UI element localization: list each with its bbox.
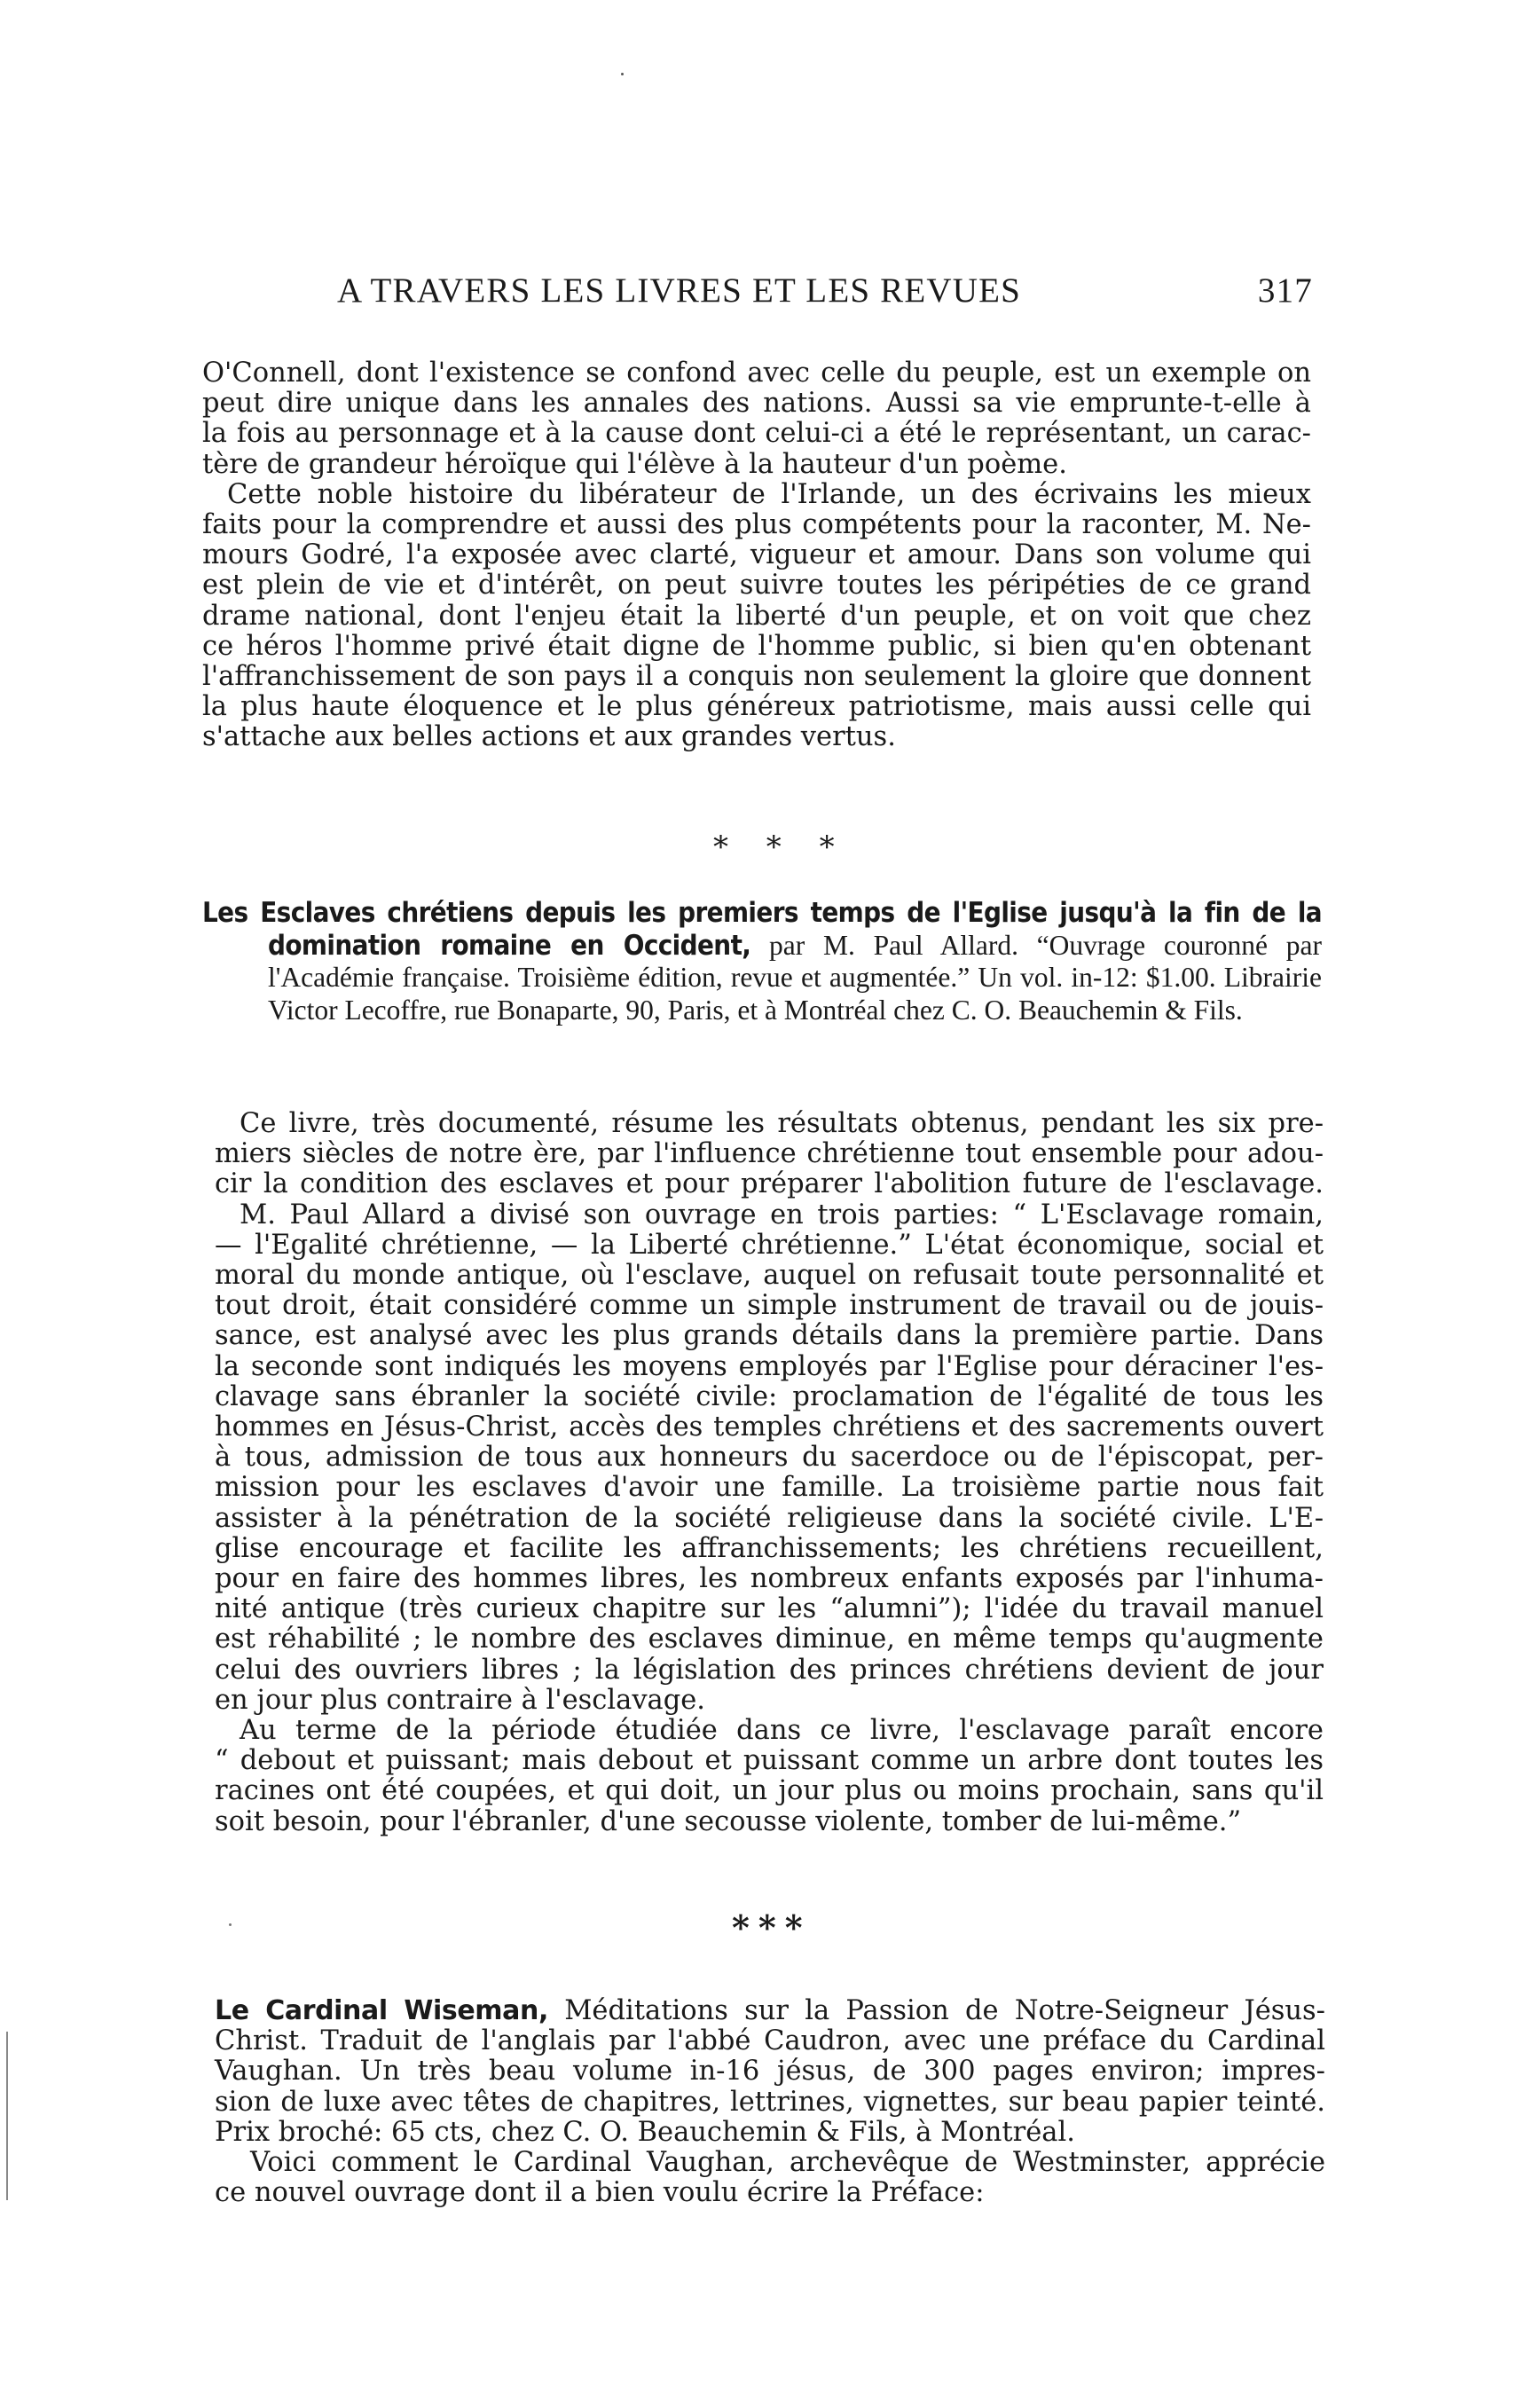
text-line: peut dire unique dans les annales des nations. Aussi sa vie emprunte-t-elle à	[202, 388, 1311, 420]
text-line: assister à la pénétration de la société religieuse dans la société civile. L'E-	[215, 1502, 1324, 1534]
section-separator: ***	[732, 1907, 812, 1947]
text-line: M. Paul Allard a divisé son ouvrage en trois parties: “ L'Esclavage romain,	[240, 1199, 1324, 1231]
text-line: la seconde sont indiqués les moyens employés par l'Eglise pour déraciner l'es-	[215, 1350, 1324, 1382]
text-line: Voici comment le Cardinal Vaughan, archevêque de Westminster, apprécie	[250, 2147, 1325, 2179]
text-line: faits pour la comprendre et aussi des plus compétents pour la raconter, M. Ne-	[202, 509, 1311, 541]
book-entry-wiseman	[215, 1996, 1325, 2208]
book-title: Les Esclaves chrétiens depuis les premiers temps de l'Eglise jusqu'à la fin de la domination romaine en Occident,	[202, 897, 1322, 962]
text-line: Cette noble histoire du libérateur de l'Irlande, un des écrivains les mieux	[227, 478, 1311, 510]
book-entry-esclaves	[202, 897, 1322, 1026]
text-line: drame national, dont l'enjeu était la liberté d'un peuple, et on voit que chez	[202, 600, 1311, 632]
text-line: Vaughan. Un très beau volume in-16 jésus, de 300 pages environ; impres-	[215, 2056, 1325, 2088]
text-line: nité antique (très curieux chapitre sur les “alumni”); l'idée du travail manuel	[215, 1593, 1324, 1625]
text-line: en jour plus contraire à l'esclavage.	[215, 1684, 706, 1716]
page-number: 317	[1257, 271, 1313, 310]
text-line: celui des ouvriers libres ; la législation des princes chrétiens devient de jour	[215, 1654, 1324, 1686]
text-line: est plein de vie et d'intérêt, on peut suivre toutes les péripéties de ce grand	[202, 570, 1311, 602]
book-citation-line	[215, 1996, 1325, 2026]
section-esclaves-review	[215, 1109, 1324, 1837]
text-line: mours Godré, l'a exposée avec clarté, vigueur et amour. Dans son volume qui	[202, 539, 1311, 571]
running-head-title: A TRAVERS LES LIVRES ET LES REVUES	[337, 271, 1022, 310]
text-line: est réhabilité ; le nombre des esclaves diminue, en même temps qu'augmente	[215, 1624, 1324, 1655]
text-line: s'attache aux belles actions et aux grandes vertus.	[202, 721, 896, 753]
text-line: O'Connell, dont l'existence se confond avec celle du peuple, est un exemple on	[202, 358, 1311, 389]
book-details: Méditations sur la Passion de Notre-Seigneur Jésus-	[547, 1995, 1325, 2026]
text-line: tout droit, était considéré comme un simple instrument de travail ou de jouis-	[215, 1290, 1324, 1322]
text-line: la plus haute éloquence et le plus généreux patriotisme, mais aussi celle qui	[202, 691, 1311, 723]
text-line: miers siècles de notre ère, par l'influence chrétienne tout ensemble pour adou-	[215, 1138, 1324, 1170]
text-line: la fois au personnage et à la cause dont celui-ci a été le représentant, un carac-	[202, 418, 1311, 450]
section-separator: * * *	[713, 830, 849, 865]
ink-speck	[621, 73, 624, 75]
text-line: mission pour les esclaves d'avoir une famille. La troisième partie nous fait	[215, 1472, 1324, 1504]
text-line: à tous, admission de tous aux honneurs du sacerdoce ou de l'épiscopat, per-	[215, 1442, 1324, 1474]
text-line: Prix broché: 65 cts, chez C. O. Beauchemin & Fils, à Montréal.	[215, 2116, 1075, 2148]
running-head	[337, 271, 1313, 317]
text-line: sion de luxe avec têtes de chapitres, lettrines, vignettes, sur beau papier teinté.	[215, 2086, 1325, 2118]
text-line: tère de grandeur héroïque qui l'élève à la hauteur d'un poème.	[202, 448, 1067, 480]
text-line: hommes en Jésus-Christ, accès des temples chrétiens et des sacrements ouvert	[215, 1411, 1324, 1443]
text-line: sance, est analysé avec les plus grands détails dans la première partie. Dans	[215, 1320, 1324, 1352]
text-line: pour en faire des hommes libres, les nombreux enfants exposés par l'inhuma-	[215, 1563, 1324, 1595]
section-oconnell-review	[202, 358, 1311, 753]
text-line: Christ. Traduit de l'anglais par l'abbé Caudron, avec une préface du Cardinal	[215, 2025, 1325, 2057]
text-line: Ce livre, très documenté, résume les résultats obtenus, pendant les six pre-	[240, 1108, 1324, 1139]
text-line: ce nouvel ouvrage dont il a bien voulu écrire la Préface:	[215, 2177, 985, 2209]
book-details: par M. Paul Allard. “Ouvrage couronné par l'Académie française. Troisième édition, revue et augmentée.” Un vol. in-12: $1.00. Librairie Victor Lecoffre, rue Bonaparte, 90, Paris, et à Montréal chez C. O. Beauchemin & Fils.	[268, 929, 1322, 1026]
ink-speck	[229, 1923, 232, 1926]
text-line: “ debout et puissant; mais debout et puissant comme un arbre dont toutes les	[215, 1745, 1324, 1777]
text-line: cir la condition des esclaves et pour préparer l'abolition future de l'esclavage.	[215, 1168, 1324, 1200]
book-citation	[202, 897, 1322, 1026]
text-line: racines ont été coupées, et qui doit, un jour plus ou moins prochain, sans qu'il	[215, 1775, 1324, 1807]
margin-mark	[6, 2032, 8, 2200]
text-line: clavage sans ébranler la société civile: proclamation de l'égalité de tous les	[215, 1380, 1324, 1412]
text-line: soit besoin, pour l'ébranler, d'une secousse violente, tomber de lui-même.”	[215, 1805, 1242, 1837]
text-line: glise encourage et facilite les affranchissements; les chrétiens recueillent,	[215, 1532, 1324, 1564]
book-title: Le Cardinal Wiseman,	[215, 1995, 548, 2026]
text-line: Au terme de la période étudiée dans ce livre, l'esclavage paraît encore	[240, 1715, 1324, 1747]
text-line: — l'Egalité chrétienne, — la Liberté chrétienne.” L'état économique, social et	[215, 1229, 1324, 1261]
text-line: l'affranchissement de son pays il a conquis non seulement la gloire que donnent	[202, 661, 1311, 693]
text-line: moral du monde antique, où l'esclave, auquel on refusait toute personnalité et	[215, 1260, 1324, 1292]
text-line: ce héros l'homme privé était digne de l'homme public, si bien qu'en obtenant	[202, 630, 1311, 662]
